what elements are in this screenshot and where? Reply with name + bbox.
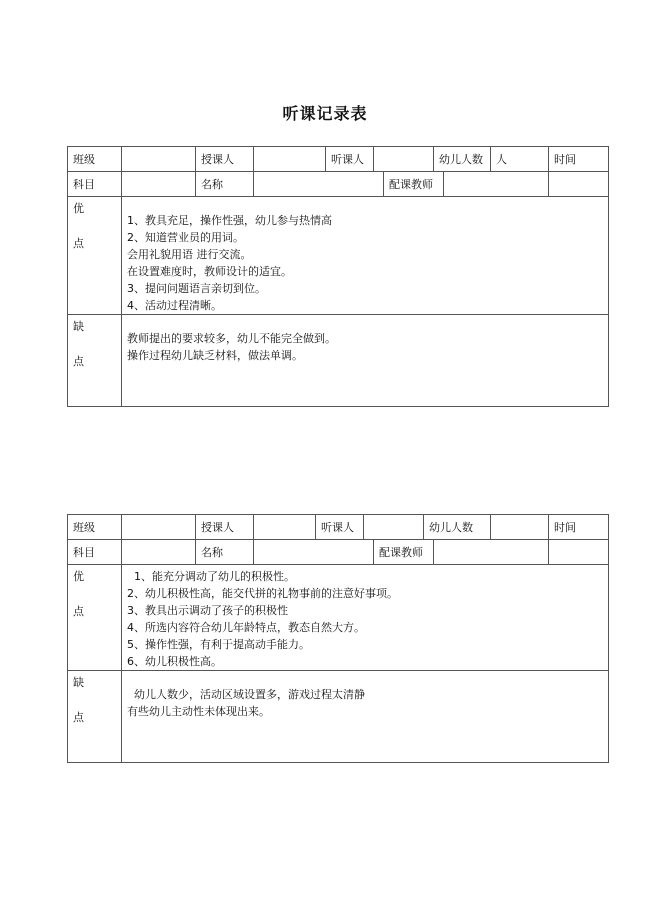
cons-label: 缺 点	[68, 315, 122, 407]
teacher-label: 授课人	[196, 515, 254, 540]
cons-label: 缺 点	[68, 671, 122, 763]
pros-line: 在设置难度时，教师设计的适宜。	[127, 265, 292, 278]
cons-content[interactable]	[122, 315, 609, 407]
subject-field[interactable]	[122, 172, 196, 197]
record-form-2	[67, 514, 608, 763]
assistant-teacher-field[interactable]	[434, 540, 549, 565]
header-row-1	[68, 147, 609, 172]
assistant-teacher-label: 配课教师	[374, 540, 434, 565]
listener-label: 听课人	[316, 515, 364, 540]
cons-row	[68, 671, 609, 763]
name-label: 名称	[196, 172, 254, 197]
children-count-label: 幼儿人数	[434, 147, 491, 172]
class-field[interactable]	[122, 147, 196, 172]
name-label: 名称	[196, 540, 254, 565]
pros-line: 3、教具出示调动了孩子的积极性	[127, 604, 288, 617]
pros-row	[68, 565, 609, 671]
listener-field[interactable]	[364, 515, 424, 540]
pros-line: 2、知道营业员的用词。	[127, 231, 244, 244]
teacher-label: 授课人	[196, 147, 254, 172]
pros-line: 5、操作性强，有利于提高动手能力。	[127, 638, 310, 651]
children-count-label: 幼儿人数	[424, 515, 491, 540]
teacher-field[interactable]	[254, 515, 316, 540]
pros-line: 4、活动过程清晰。	[127, 299, 222, 312]
time-field[interactable]	[549, 172, 609, 197]
teacher-field[interactable]	[254, 147, 326, 172]
pros-content[interactable]	[122, 565, 609, 671]
pros-line: 2、幼儿积极性高，能交代拼的礼物事前的注意好事项。	[127, 587, 398, 600]
children-count-field[interactable]	[491, 515, 549, 540]
header-row-2	[68, 540, 609, 565]
cons-line: 有些幼儿主动性未体现出来。	[127, 705, 270, 718]
class-label: 班级	[68, 515, 122, 540]
pros-label: 优 点	[68, 197, 122, 315]
time-label: 时间	[549, 147, 609, 172]
subject-field[interactable]	[122, 540, 196, 565]
time-field[interactable]	[549, 540, 609, 565]
children-count-unit: 人	[491, 147, 549, 172]
name-field[interactable]	[254, 172, 384, 197]
cons-row	[68, 315, 609, 407]
pros-line: 1、教具充足，操作性强，幼儿参与热情高	[127, 214, 332, 227]
cons-content[interactable]	[122, 671, 609, 763]
subject-label: 科目	[68, 540, 122, 565]
class-field[interactable]	[122, 515, 196, 540]
cons-line: 操作过程幼儿缺乏材料，做法单调。	[127, 349, 303, 362]
header-row-1	[68, 515, 609, 540]
assistant-teacher-label: 配课教师	[384, 172, 444, 197]
name-field[interactable]	[254, 540, 374, 565]
pros-line: 4、所选内容符合幼儿年龄特点，教态自然大方。	[127, 621, 365, 634]
assistant-teacher-field[interactable]	[444, 172, 549, 197]
subject-label: 科目	[68, 172, 122, 197]
pros-line: 6、幼儿积极性高。	[127, 655, 222, 668]
pros-line: 会用礼貌用语 进行交流。	[127, 248, 252, 261]
listener-label: 听课人	[326, 147, 374, 172]
pros-row	[68, 197, 609, 315]
class-label: 班级	[68, 147, 122, 172]
listener-field[interactable]	[374, 147, 434, 172]
header-row-2	[68, 172, 609, 197]
page-title: 听课记录表	[282, 104, 368, 123]
cons-line: 幼儿人数少，活动区域设置多，游戏过程太清静	[134, 688, 365, 701]
pros-line: 3、提问问题语言亲切到位。	[127, 282, 266, 295]
pros-content[interactable]	[122, 197, 609, 315]
pros-label: 优 点	[68, 565, 122, 671]
cons-line: 教师提出的要求较多，幼儿不能完全做到。	[127, 332, 336, 345]
time-label: 时间	[549, 515, 609, 540]
pros-line: 1、能充分调动了幼儿的积极性。	[134, 570, 295, 583]
record-form-1	[67, 146, 608, 407]
